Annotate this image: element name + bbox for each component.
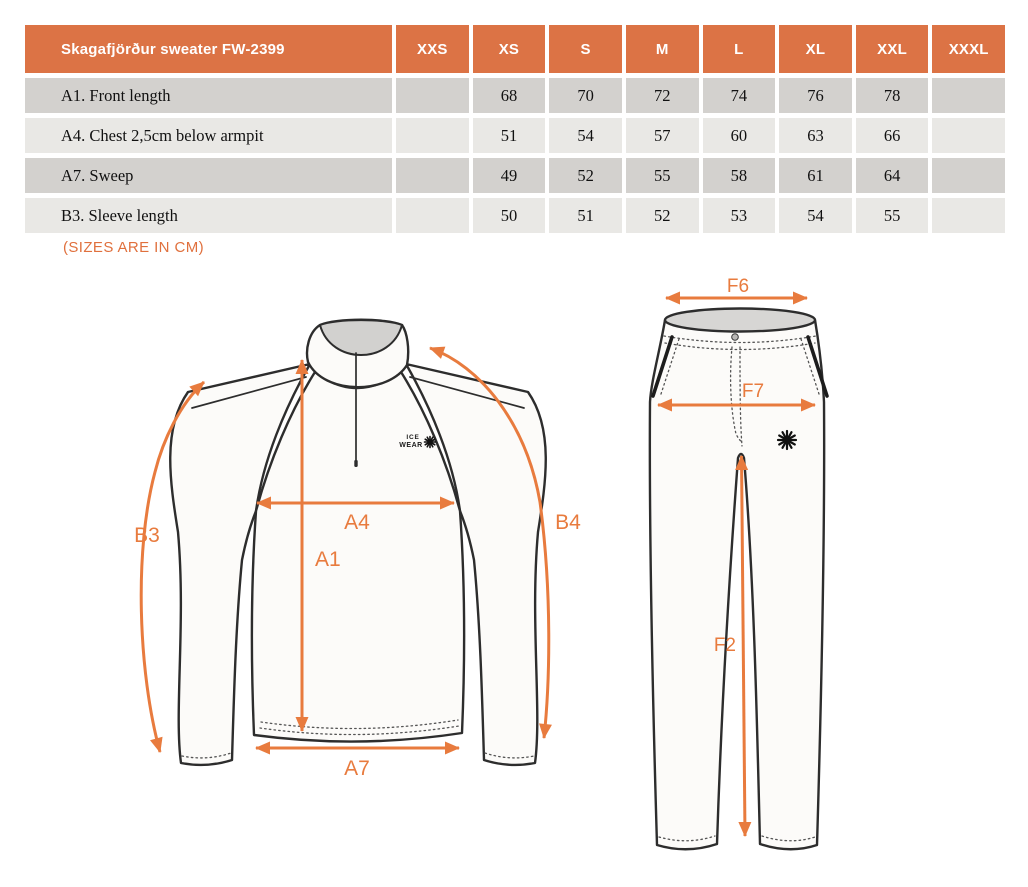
- value-cell: 66: [856, 118, 929, 153]
- a7-label: A7: [344, 757, 370, 780]
- value-cell: 76: [779, 78, 852, 113]
- value-cell: 54: [549, 118, 622, 153]
- value-cell: 57: [626, 118, 699, 153]
- size-header-l: L: [703, 25, 776, 73]
- size-header-s: S: [549, 25, 622, 73]
- row-label: A1. Front length: [25, 78, 392, 113]
- a4-label: A4: [344, 511, 370, 534]
- value-cell: 64: [856, 158, 929, 193]
- value-cell: 63: [779, 118, 852, 153]
- value-cell: 55: [626, 158, 699, 193]
- value-cell: 51: [549, 198, 622, 233]
- size-header-xxl: XXL: [856, 25, 929, 73]
- value-cell: 58: [703, 158, 776, 193]
- waist-button: [732, 334, 739, 341]
- value-cell: 54: [779, 198, 852, 233]
- value-cell: 51: [473, 118, 546, 153]
- a1-label: A1: [315, 548, 341, 571]
- b4-label: B4: [555, 511, 581, 534]
- logo-text-ice: ICE: [406, 434, 420, 441]
- size-header-xl: XL: [779, 25, 852, 73]
- value-cell: 74: [703, 78, 776, 113]
- pants-outline: [650, 320, 824, 849]
- value-cell: [396, 158, 469, 193]
- value-cell: 68: [473, 78, 546, 113]
- pants-drawing: [650, 309, 827, 850]
- value-cell: 60: [703, 118, 776, 153]
- waistband-inner: [665, 309, 815, 332]
- size-header-m: M: [626, 25, 699, 73]
- size-header-xxxl: XXXL: [932, 25, 1005, 73]
- sweater-diagram: [58, 292, 618, 802]
- f7-label: F7: [741, 381, 765, 402]
- value-cell: [396, 198, 469, 233]
- sizes-unit-note: (SIZES ARE IN CM): [63, 239, 204, 256]
- f2-arrow: [742, 456, 746, 836]
- logo-text-wear: WEAR: [399, 442, 423, 449]
- value-cell: [396, 118, 469, 153]
- value-cell: 70: [549, 78, 622, 113]
- value-cell: 52: [626, 198, 699, 233]
- row-label: A7. Sweep: [25, 158, 392, 193]
- size-chart-header-row: [25, 25, 1005, 73]
- value-cell: 72: [626, 78, 699, 113]
- table-row-chest: [25, 118, 1005, 153]
- value-cell: 50: [473, 198, 546, 233]
- value-cell: 49: [473, 158, 546, 193]
- value-cell: 52: [549, 158, 622, 193]
- size-header-xs: XS: [473, 25, 546, 73]
- sweater-drawing: [170, 320, 546, 765]
- table-row-front-length: [25, 78, 1005, 113]
- row-label: B3. Sleeve length: [25, 198, 392, 233]
- value-cell: [932, 78, 1005, 113]
- value-cell: [932, 158, 1005, 193]
- size-chart-table: [21, 20, 1009, 238]
- f6-label: F6: [726, 276, 750, 297]
- zipper-pull: [354, 460, 357, 467]
- row-label: A4. Chest 2,5cm below armpit: [25, 118, 392, 153]
- value-cell: [932, 118, 1005, 153]
- b3-label: B3: [134, 524, 160, 547]
- value-cell: [396, 78, 469, 113]
- table-row-sweep: [25, 158, 1005, 193]
- size-header-xxs: XXS: [396, 25, 469, 73]
- value-cell: 78: [856, 78, 929, 113]
- value-cell: 53: [703, 198, 776, 233]
- value-cell: 55: [856, 198, 929, 233]
- f2-label: F2: [713, 635, 736, 656]
- value-cell: [932, 198, 1005, 233]
- product-title: Skagafjörður sweater FW-2399: [25, 25, 392, 73]
- sweater-body: [252, 372, 464, 742]
- value-cell: 61: [779, 158, 852, 193]
- table-row-sleeve-length: [25, 198, 1005, 233]
- pants-diagram: [605, 276, 865, 870]
